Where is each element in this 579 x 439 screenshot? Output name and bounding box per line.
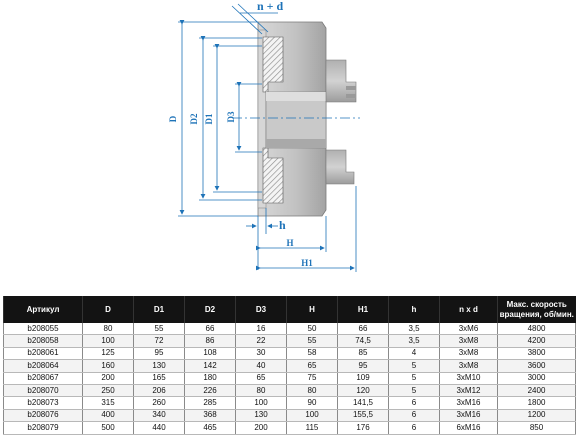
column-header: D2 [185, 296, 236, 323]
table-cell: 95 [134, 347, 185, 359]
table-cell: 125 [83, 347, 134, 359]
column-header: D3 [236, 296, 287, 323]
chuck-jaw-lower [326, 150, 354, 184]
table-cell: 3xM6 [440, 323, 498, 335]
table-cell: 200 [236, 422, 287, 434]
table-cell: 180 [185, 372, 236, 384]
column-header: h [389, 296, 440, 323]
table-cell: b208055 [4, 323, 83, 335]
table-cell: 2400 [498, 384, 576, 396]
column-header: Макс. скорость вращения, об/мин. [498, 296, 576, 323]
table-cell: 315 [83, 397, 134, 409]
table-cell: 66 [338, 323, 389, 335]
table-row [4, 397, 576, 409]
table-cell: 66 [185, 323, 236, 335]
table-cell: 100 [287, 409, 338, 421]
table-cell: 50 [287, 323, 338, 335]
table-row [4, 409, 576, 421]
table-cell: 65 [287, 360, 338, 372]
table-cell: 440 [134, 422, 185, 434]
table-cell: 55 [287, 335, 338, 347]
table-cell: 80 [236, 384, 287, 396]
table-body [4, 323, 576, 434]
table-cell: 80 [287, 384, 338, 396]
label-D3: D3 [226, 111, 236, 123]
table-cell: 3xM8 [440, 360, 498, 372]
table-cell: 3,5 [389, 335, 440, 347]
table-cell: b208070 [4, 384, 83, 396]
label-D: D [168, 115, 178, 123]
table-cell: 100 [236, 397, 287, 409]
table-row [4, 360, 576, 372]
table-cell: 5 [389, 384, 440, 396]
table-cell: 6 [389, 409, 440, 421]
table-cell: 3xM16 [440, 409, 498, 421]
table-cell: 90 [287, 397, 338, 409]
table-cell: 86 [185, 335, 236, 347]
table-cell: 4 [389, 347, 440, 359]
table-row [4, 384, 576, 396]
table-cell: 5 [389, 360, 440, 372]
column-header: H [287, 296, 338, 323]
table-cell: 1200 [498, 409, 576, 421]
table-cell: 130 [134, 360, 185, 372]
column-header: D1 [134, 296, 185, 323]
column-header: H1 [338, 296, 389, 323]
table-cell: 1800 [498, 397, 576, 409]
table-cell: 5 [389, 372, 440, 384]
table-cell: 340 [134, 409, 185, 421]
table-cell: b208067 [4, 372, 83, 384]
table-cell: 500 [83, 422, 134, 434]
specifications-table [3, 296, 576, 435]
table-cell: 58 [287, 347, 338, 359]
table-cell: 4200 [498, 335, 576, 347]
table-header-row [4, 296, 576, 323]
table-cell: 85 [338, 347, 389, 359]
table-cell: 80 [83, 323, 134, 335]
table-cell: b208079 [4, 422, 83, 434]
table-cell: 30 [236, 347, 287, 359]
table-cell: 55 [134, 323, 185, 335]
table-cell: 95 [338, 360, 389, 372]
table-cell: 6xM16 [440, 422, 498, 434]
table-cell: 3xM8 [440, 335, 498, 347]
table-cell: 465 [185, 422, 236, 434]
label-H: H [286, 238, 294, 248]
table-row [4, 323, 576, 335]
table-cell: 142 [185, 360, 236, 372]
table-cell: 72 [134, 335, 185, 347]
table-cell: 3800 [498, 347, 576, 359]
table-cell: 3xM16 [440, 397, 498, 409]
table-cell: 75 [287, 372, 338, 384]
table-cell: 285 [185, 397, 236, 409]
table-cell: 155,5 [338, 409, 389, 421]
table-row [4, 347, 576, 359]
label-D1: D1 [204, 113, 214, 125]
table-cell: 165 [134, 372, 185, 384]
table-cell: 200 [83, 372, 134, 384]
table-cell: b208073 [4, 397, 83, 409]
label-H1: H1 [301, 258, 313, 268]
table-cell: 120 [338, 384, 389, 396]
table-cell: b208076 [4, 409, 83, 421]
table-cell: 115 [287, 422, 338, 434]
table-cell: 22 [236, 335, 287, 347]
table-row [4, 335, 576, 347]
table-cell: 260 [134, 397, 185, 409]
label-D2: D2 [189, 113, 199, 125]
table-cell: 160 [83, 360, 134, 372]
table-cell: 74,5 [338, 335, 389, 347]
table-cell: 108 [185, 347, 236, 359]
table-cell: 16 [236, 323, 287, 335]
table-cell: 206 [134, 384, 185, 396]
table-cell: 3xM12 [440, 384, 498, 396]
table-cell: 3,5 [389, 323, 440, 335]
table-cell: 130 [236, 409, 287, 421]
table-cell: 6 [389, 397, 440, 409]
table-cell: 65 [236, 372, 287, 384]
table-cell: 3xM10 [440, 372, 498, 384]
table-cell: 4800 [498, 323, 576, 335]
table-cell: b208058 [4, 335, 83, 347]
table-cell: b208061 [4, 347, 83, 359]
table-cell: 176 [338, 422, 389, 434]
column-header: Артикул [4, 296, 83, 323]
column-header: D [83, 296, 134, 323]
table-cell: b208064 [4, 360, 83, 372]
table-cell: 40 [236, 360, 287, 372]
table-cell: 250 [83, 384, 134, 396]
table-cell: 3xM8 [440, 347, 498, 359]
label-h: h [279, 218, 286, 232]
table-cell: 100 [83, 335, 134, 347]
table-row [4, 372, 576, 384]
table-cell: 400 [83, 409, 134, 421]
table-cell: 368 [185, 409, 236, 421]
chuck-jaw-upper [326, 60, 356, 102]
table-cell: 3000 [498, 372, 576, 384]
table-cell: 850 [498, 422, 576, 434]
chuck-body [258, 22, 326, 216]
table-row [4, 422, 576, 434]
table-cell: 3600 [498, 360, 576, 372]
table-cell: 6 [389, 422, 440, 434]
column-header: n x d [440, 296, 498, 323]
label-n-plus-d: n + d [257, 0, 284, 13]
table-cell: 141,5 [338, 397, 389, 409]
table-cell: 226 [185, 384, 236, 396]
table-cell: 109 [338, 372, 389, 384]
